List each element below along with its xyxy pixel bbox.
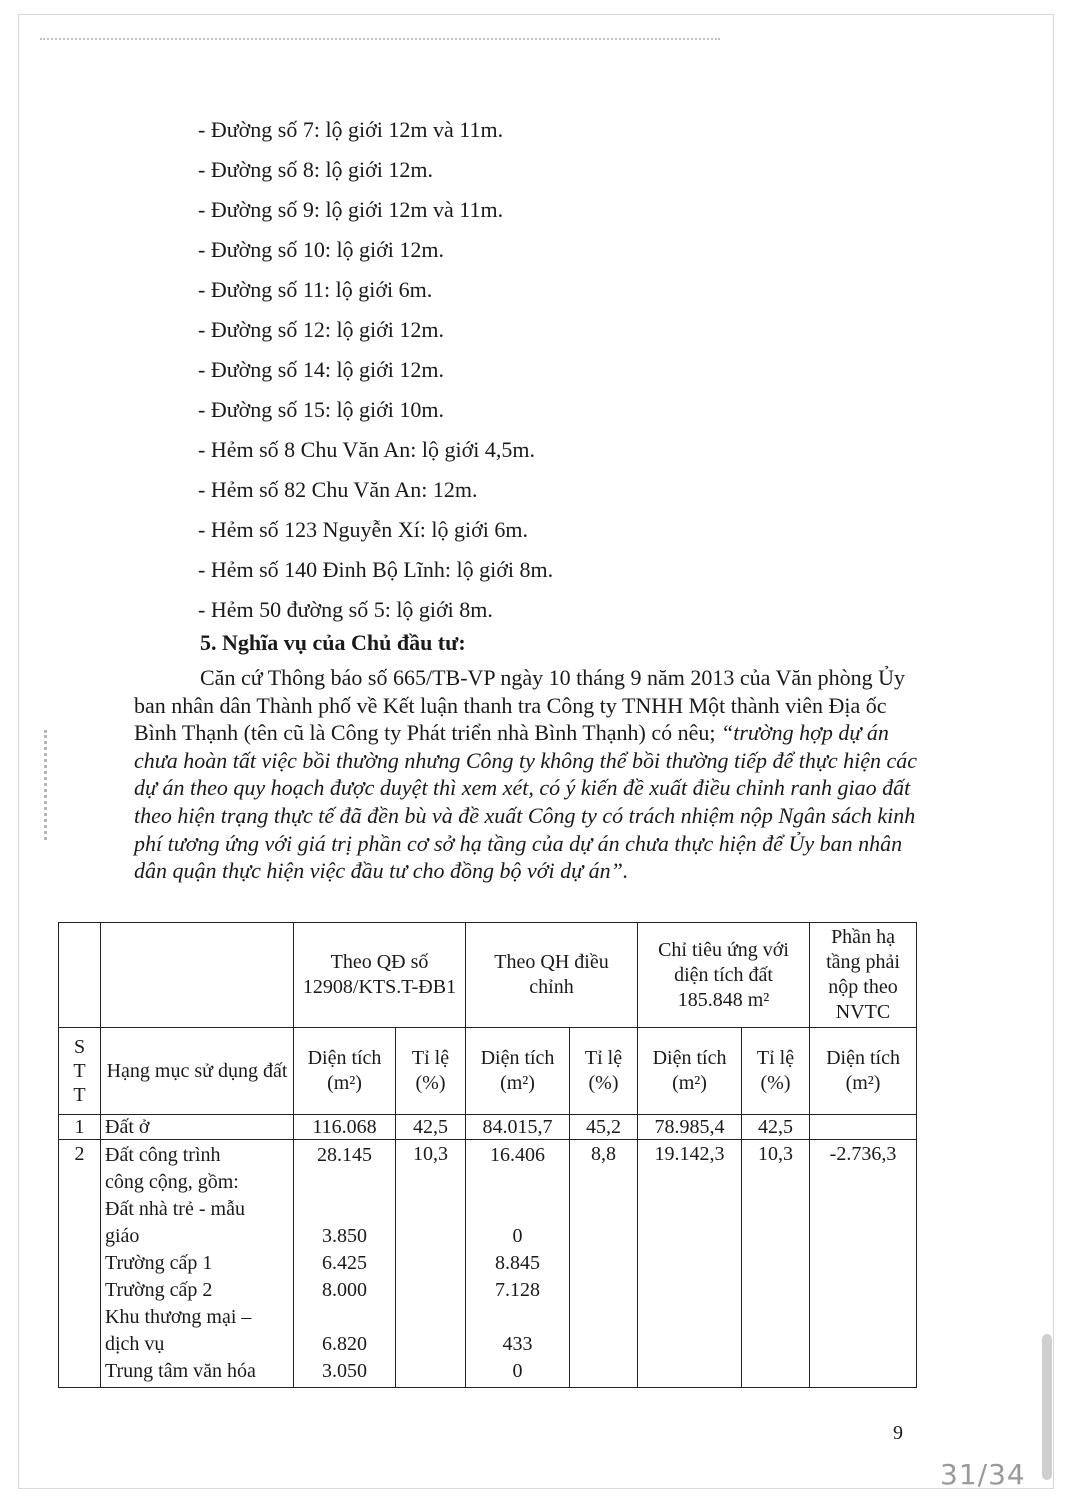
list-item: - Đường số 7: lộ giới 12m và 11m. <box>198 117 504 142</box>
stt-letter: S <box>73 1036 86 1058</box>
scan-noise <box>40 38 720 42</box>
page-counter: 31/34 <box>940 1458 1026 1491</box>
header-qh: Theo QH điều chỉnh <box>466 923 638 1028</box>
cell-name: Đất ở <box>101 1115 294 1140</box>
section-heading: 5. Nghĩa vụ của Chủ đầu tư: <box>200 630 466 655</box>
header-dien-tich: Diện tích (m²) <box>466 1028 570 1115</box>
header-hang-muc: Hạng mục sử dụng đất <box>101 1028 294 1115</box>
list-item: - Hẻm 50 đường số 5: lộ giới 8m. <box>198 597 493 622</box>
header-dien-tich: Diện tích (m²) <box>294 1028 396 1115</box>
list-item: - Hẻm số 82 Chu Văn An: 12m. <box>198 477 478 502</box>
scrollbar-thumb[interactable] <box>1042 1334 1052 1480</box>
paragraph-quote: “trường hợp dự án chưa hoàn tất việc bồi thường nhưng Công ty không thể bồi thường tiếp để thực hiện các dự án theo quy hoạch được duyệt thì xem xét, có ý kiến đề xuất điều chỉnh ranh giao đất theo hiện trạng thực tế đã đền bù và đề xuất Công ty có trách nhiệm nộp Ngân sách kinh phí tương ứng với giá trị phần cơ sở hạ tầng của dự án chưa thực hiện để Ủy ban nhân dân quận thực hiện việc đầu tư cho đồng bộ với dự án”. <box>134 720 918 884</box>
table-sub-header <box>59 1028 917 1115</box>
cell-line: 0 <box>512 1225 523 1247</box>
list-item: - Đường số 14: lộ giới 12m. <box>198 357 445 382</box>
cell-value: 78.985,4 <box>638 1115 742 1140</box>
header-ti-le: Tỉ lệ (%) <box>396 1028 466 1115</box>
cell-stt: 1 <box>59 1115 101 1140</box>
header-ht: Phần hạ tầng phải nộp theo NVTC <box>810 923 917 1028</box>
cell-value <box>294 1140 396 1388</box>
paragraph-text: Căn cứ Thông báo số 665/TB-VP ngày 10 tháng 9 năm 2013 của Văn phòng Ủy ban nhân dân Thành phố về Kết luận thanh tra Công ty TNHH Một thành viên Địa ốc Bình Thạnh (tên cũ là Công ty Phát triển nhà Bình Thạnh) có nêu; <box>134 665 906 746</box>
list-item: - Đường số 11: lộ giới 6m. <box>198 277 433 302</box>
cell-line <box>298 1196 391 1223</box>
cell-value: -2.736,3 <box>810 1140 917 1388</box>
cell-line: Trung tâm văn hóa <box>105 1360 256 1382</box>
cell-line: 3.850 <box>322 1225 367 1247</box>
cell-line: 0 <box>512 1360 523 1382</box>
cell-value: 116.068 <box>294 1115 396 1140</box>
scan-margin-mark <box>44 730 55 840</box>
cell-line: 6.820 <box>322 1333 367 1355</box>
cell-value: 10,3 <box>396 1140 466 1388</box>
table-row <box>59 1140 917 1388</box>
header-ti-le: Tỉ lệ (%) <box>570 1028 638 1115</box>
table-row <box>59 1115 917 1140</box>
land-use-table <box>58 922 917 1388</box>
cell-value: 8,8 <box>570 1140 638 1388</box>
obligation-paragraph <box>134 664 924 885</box>
header-stt <box>59 1028 101 1115</box>
cell-line: Khu thương mại – <box>105 1306 252 1328</box>
cell-value: 84.015,7 <box>466 1115 570 1140</box>
page-number: 9 <box>893 1422 903 1444</box>
cell-line <box>298 1304 391 1331</box>
cell-value: 19.142,3 <box>638 1140 742 1388</box>
cell-line <box>470 1304 565 1331</box>
cell-line: 7.128 <box>495 1279 540 1301</box>
cell-value <box>810 1115 917 1140</box>
stt-letter: T <box>73 1084 86 1106</box>
cell-value: 10,3 <box>742 1140 810 1388</box>
cell-line: Trường cấp 2 <box>105 1279 213 1301</box>
header-dien-tich: Diện tích (m²) <box>638 1028 742 1115</box>
header-qd: Theo QĐ số 12908/KTS.T-ĐB1 <box>294 923 466 1028</box>
cell-line: Đất nhà trẻ - mẫu <box>105 1198 245 1220</box>
cell-line <box>470 1169 565 1196</box>
cell-line: công cộng, gồm: <box>105 1171 239 1193</box>
cell-stt: 2 <box>59 1140 101 1388</box>
list-item: - Đường số 8: lộ giới 12m. <box>198 157 434 182</box>
cell-line <box>470 1196 565 1223</box>
list-item: - Hẻm số 8 Chu Văn An: lộ giới 4,5m. <box>198 437 535 462</box>
list-item: - Đường số 15: lộ giới 10m. <box>198 397 445 422</box>
cell-line: 8.000 <box>322 1279 367 1301</box>
cell-line: Trường cấp 1 <box>105 1252 213 1274</box>
cell-line: 433 <box>502 1333 533 1355</box>
header-dien-tich: Diện tích (m²) <box>810 1028 917 1115</box>
cell-value: 42,5 <box>396 1115 466 1140</box>
list-item: - Đường số 12: lộ giới 12m. <box>198 317 445 342</box>
list-item: - Hẻm số 140 Đinh Bộ Lĩnh: lộ giới 8m. <box>198 557 554 582</box>
header-blank <box>59 923 101 1028</box>
cell-line: 8.845 <box>495 1252 540 1274</box>
cell-line: 28.145 <box>317 1144 372 1166</box>
cell-line: 16.406 <box>490 1144 545 1166</box>
road-width-list <box>198 110 553 630</box>
cell-line: giáo <box>105 1225 140 1247</box>
cell-line: 6.425 <box>322 1252 367 1274</box>
header-blank <box>101 923 294 1028</box>
header-ti-le: Tỉ lệ (%) <box>742 1028 810 1115</box>
cell-line <box>298 1169 391 1196</box>
list-item: - Hẻm số 123 Nguyễn Xí: lộ giới 6m. <box>198 517 528 542</box>
cell-line: dịch vụ <box>105 1333 165 1355</box>
cell-value: 45,2 <box>570 1115 638 1140</box>
cell-name <box>101 1140 294 1388</box>
header-ct: Chỉ tiêu ứng với diện tích đất 185.848 m² <box>638 923 810 1028</box>
cell-value <box>466 1140 570 1388</box>
cell-line: Đất công trình <box>105 1144 221 1166</box>
stt-letter: T <box>73 1060 86 1082</box>
list-item: - Đường số 10: lộ giới 12m. <box>198 237 445 262</box>
list-item: - Đường số 9: lộ giới 12m và 11m. <box>198 197 504 222</box>
cell-line: 3.050 <box>322 1360 367 1382</box>
table-group-header <box>59 923 917 1028</box>
cell-value: 42,5 <box>742 1115 810 1140</box>
